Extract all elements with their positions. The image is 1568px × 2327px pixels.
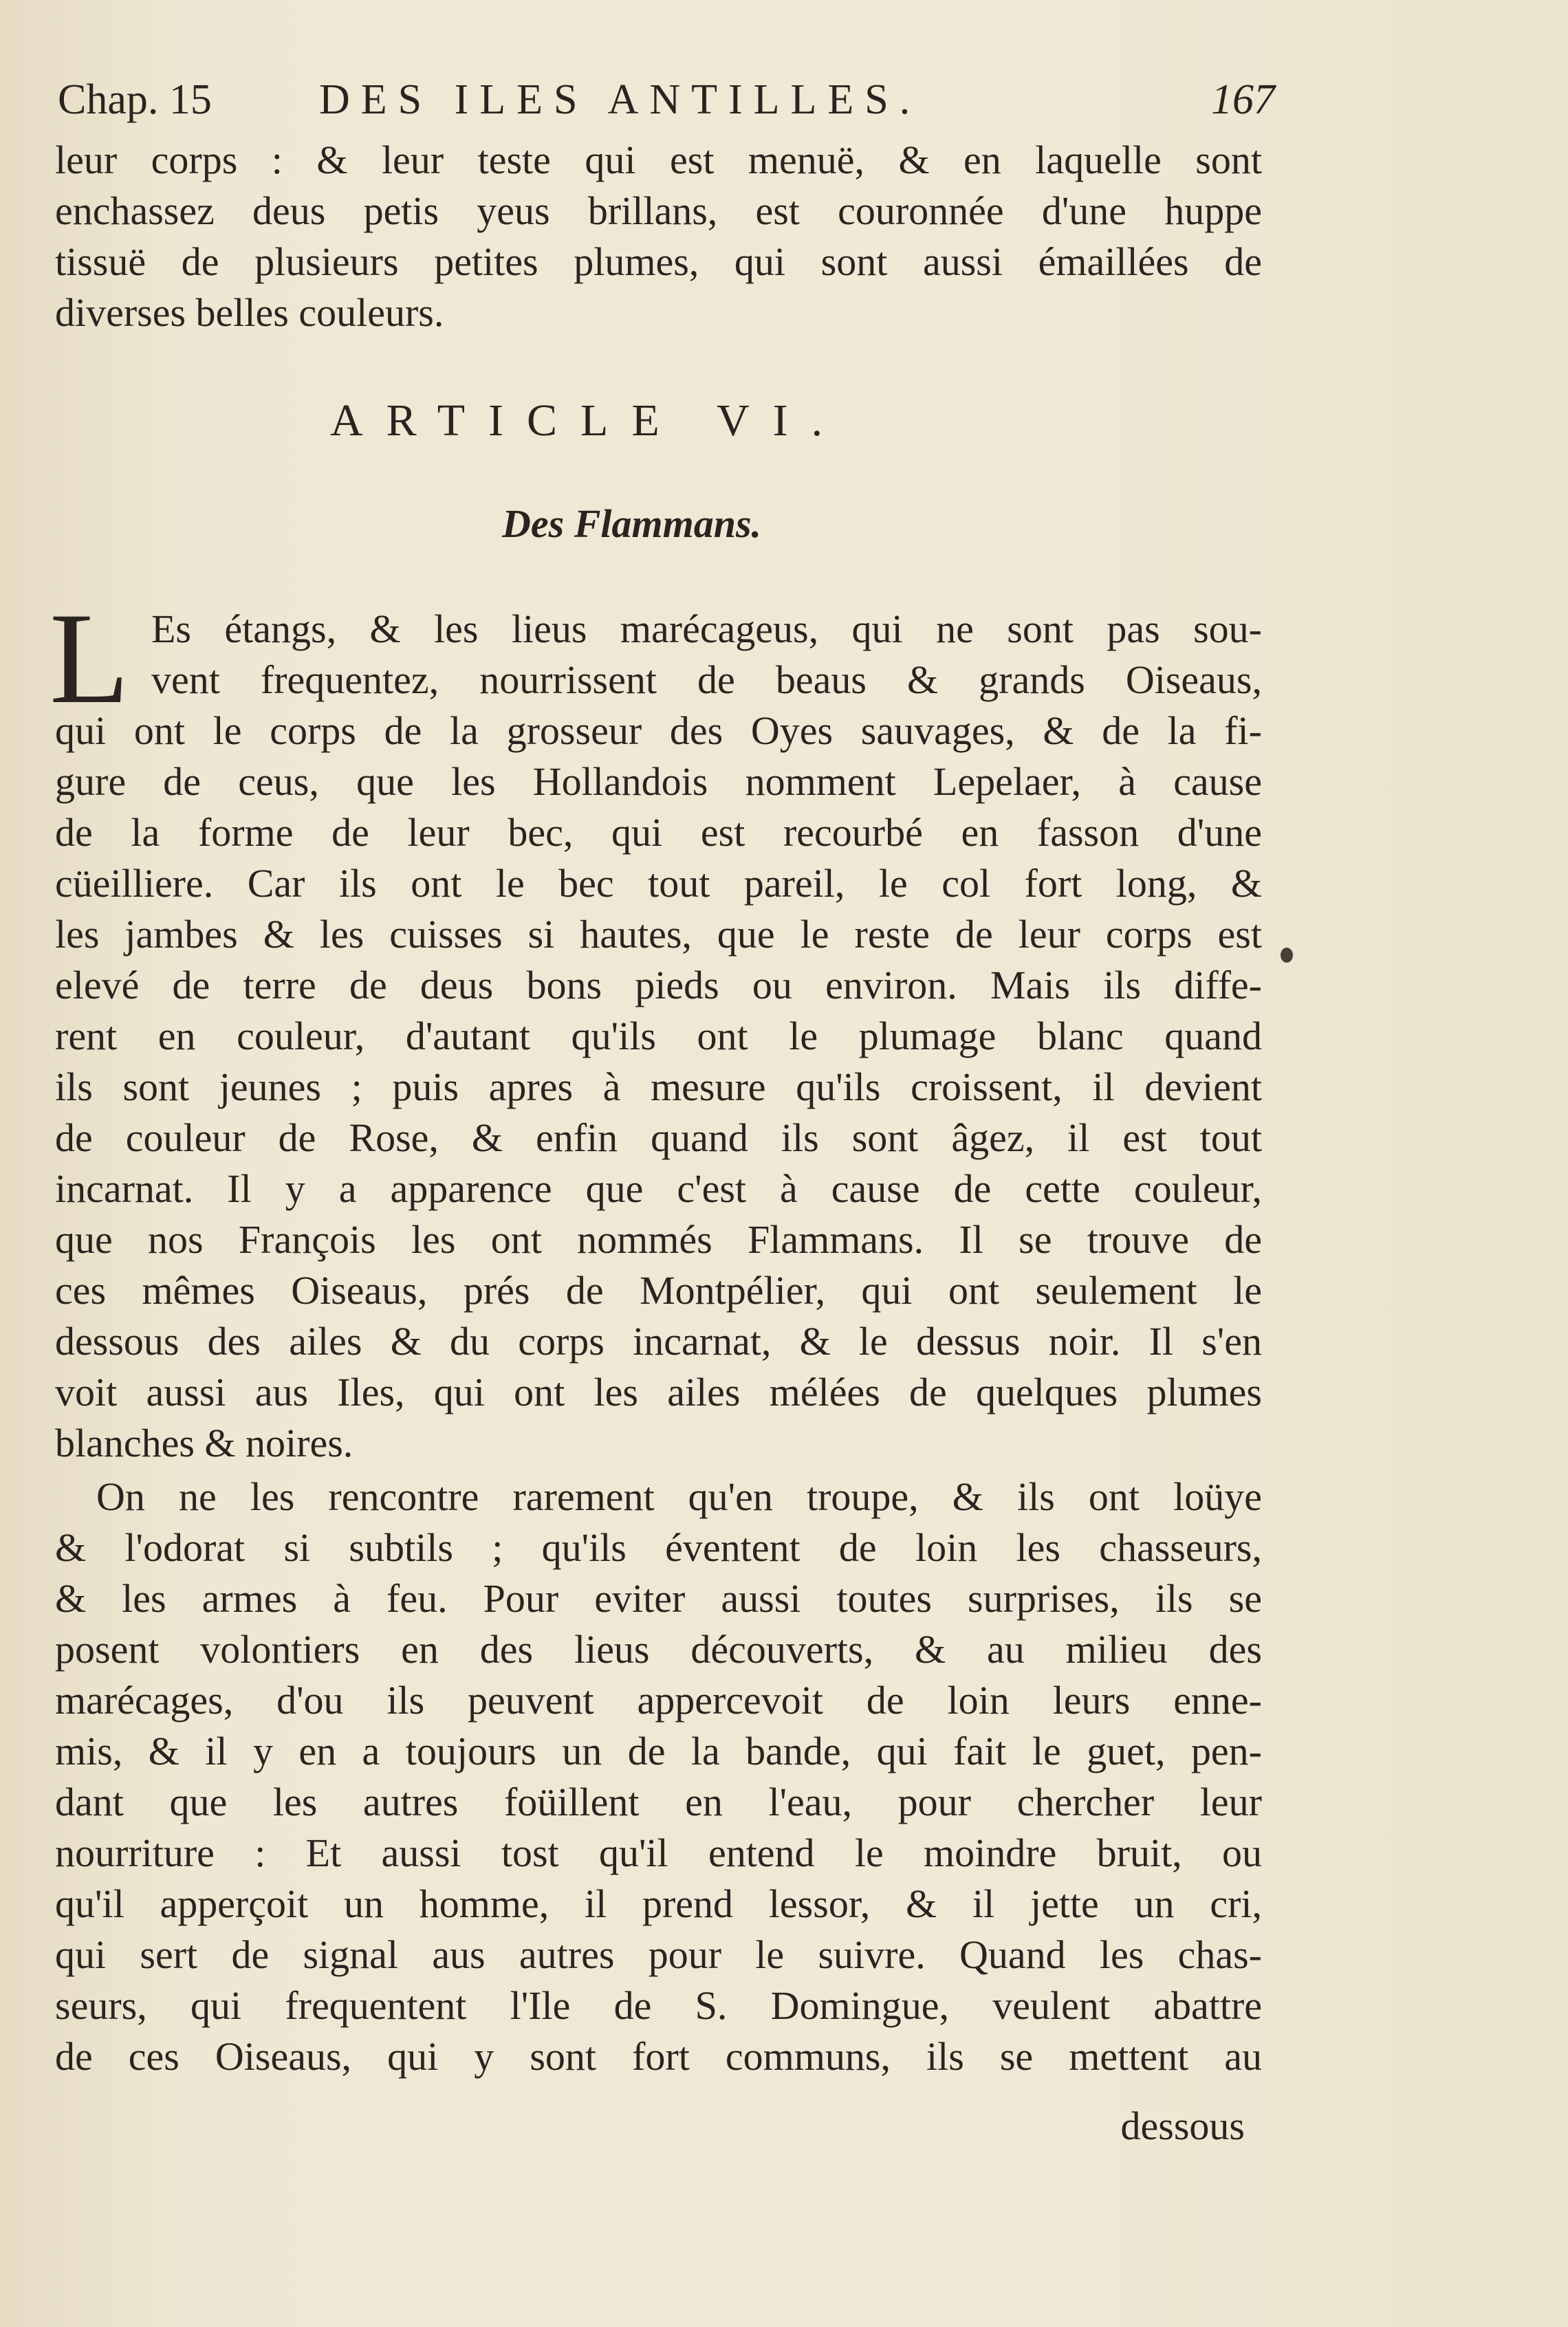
- text-line: elevé de terre de deus bons pieds ou environ. Mais ils diffe-: [55, 963, 1262, 1007]
- page-number: 167: [1211, 76, 1275, 123]
- chapter-label: Chap. 15: [58, 76, 212, 123]
- text-line: que nos François les ont nommés Flammans. Il se trouve de: [55, 1217, 1262, 1262]
- text-line: qui ont le corps de la grosseur des Oyes sauvages, & de la fi-: [55, 708, 1262, 753]
- text-line: diverses belles couleurs.: [55, 290, 444, 335]
- text-line: ces mêmes Oiseaus, prés de Montpélier, qui ont seulement le: [55, 1268, 1262, 1313]
- running-header: [58, 76, 1275, 131]
- text-line: gure de ceus, que les Hollandois nomment Lepelaer, à cause: [55, 759, 1262, 804]
- article-subtitle: Des Flammans.: [502, 501, 762, 546]
- ink-spot: [1281, 948, 1293, 963]
- text-line: mis, & il y en a toujours un de la bande, qui fait le guet, pen-: [55, 1729, 1262, 1773]
- text-line: cüeilliere. Car ils ont le bec tout pareil, le col fort long, &: [55, 861, 1262, 906]
- catchword: dessous: [1120, 2104, 1245, 2148]
- text-line: leur corps : & leur teste qui est menuë, & en laquelle sont: [55, 138, 1262, 182]
- text-line: marécages, d'ou ils peuvent appercevoit de loin leurs enne-: [55, 1678, 1262, 1723]
- text-line: rent en couleur, d'autant qu'ils ont le plumage blanc quand: [55, 1014, 1262, 1058]
- text-line: nourriture : Et aussi tost qu'il entend le moindre bruit, ou: [55, 1831, 1262, 1875]
- text-line: ils sont jeunes ; puis apres à mesure qu'ils croissent, il devient: [55, 1064, 1262, 1109]
- text-line: les jambes & les cuisses si hautes, que le reste de leur corps est: [55, 912, 1262, 957]
- text-line: & les armes à feu. Pour eviter aussi toutes surprises, ils se: [55, 1576, 1262, 1621]
- text-line: enchassez deus petis yeus brillans, est couronnée d'une huppe: [55, 188, 1262, 233]
- text-line: dant que les autres foüillent en l'eau, pour chercher leur: [55, 1780, 1262, 1824]
- text-line: seurs, qui frequentent l'Ile de S. Domingue, veulent abattre: [55, 1983, 1262, 2028]
- text-line: qui sert de signal aus autres pour le suivre. Quand les chas-: [55, 1932, 1262, 1977]
- text-line: On ne les rencontre rarement qu'en troupe, & ils ont loüye: [96, 1474, 1262, 1519]
- text-line: de la forme de leur bec, qui est recourbé en fasson d'une: [55, 810, 1262, 855]
- text-line: de couleur de Rose, & enfin quand ils sont âgez, il est tout: [55, 1115, 1262, 1160]
- text-line: Es étangs, & les lieus marécageus, qui ne sont pas sou-: [151, 607, 1262, 651]
- text-line: vent frequentez, nourrissent de beaus & grands Oiseaus,: [151, 657, 1262, 702]
- text-line: voit aussi aus Iles, qui ont les ailes mélées de quelques plumes: [55, 1370, 1262, 1414]
- text-line: blanches & noires.: [55, 1421, 353, 1465]
- running-title: DES ILES ANTILLES.: [319, 76, 922, 123]
- text-line: de ces Oiseaus, qui y sont fort communs, ils se mettent au: [55, 2034, 1262, 2079]
- text-line: qu'il apperçoit un homme, il prend lessor, & il jette un cri,: [55, 1881, 1262, 1926]
- drop-cap: L: [50, 587, 130, 731]
- text-line: incarnat. Il y a apparence que c'est à cause de cette couleur,: [55, 1166, 1262, 1211]
- text-line: & l'odorat si subtils ; qu'ils éventent de loin les chasseurs,: [55, 1525, 1262, 1570]
- text-line: tissuë de plusieurs petites plumes, qui sont aussi émaillées de: [55, 239, 1262, 284]
- article-heading: ARTICLE VI.: [330, 395, 847, 446]
- text-line: posent volontiers en des lieus découverts, & au milieu des: [55, 1627, 1262, 1672]
- text-line: dessous des ailes & du corps incarnat, & le dessus noir. Il s'en: [55, 1319, 1262, 1364]
